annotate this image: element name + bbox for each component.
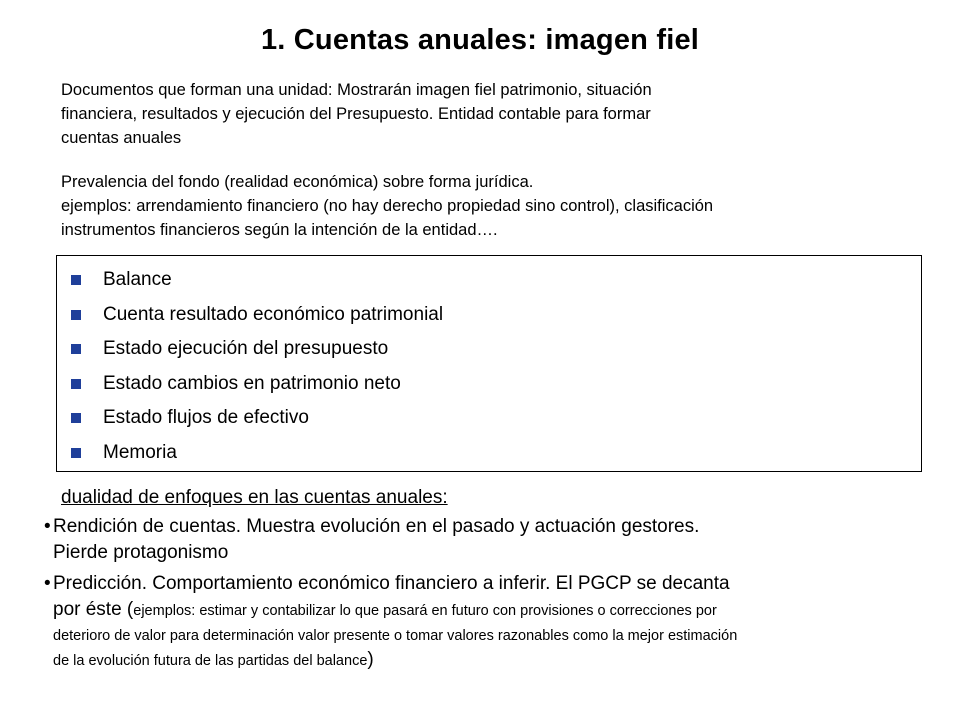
list-item-label: Memoria [103,441,177,463]
square-bullet-icon [71,413,81,423]
prevalence-paragraph [61,170,921,242]
example-text: de la evolución futura de las partidas del balance [53,653,368,669]
list-item-label: Cuenta resultado económico patrimonial [103,303,444,325]
list-item [71,263,443,298]
annual-accounts-list-box [56,255,922,472]
list-item [71,436,443,471]
page-title: 1. Cuentas anuales: imagen fiel [260,24,700,56]
list-item-label: Estado flujos de efectivo [103,407,309,429]
intro-line: cuentas anuales [61,129,182,147]
prevalence-line: ejemplos: arrendamiento financiero (no hay derecho propiedad sino control), clasificación [61,197,714,215]
list-item-label: Balance [103,269,172,291]
duality-item-text: Pierde protagonismo [53,542,229,563]
square-bullet-icon [71,379,81,389]
list-item [71,367,443,402]
list-item [71,401,443,436]
annual-accounts-list [71,263,443,470]
duality-item-text: por éste ( [53,599,134,620]
square-bullet-icon [71,448,81,458]
intro-paragraph [61,78,861,150]
bullet-dot-icon: • [44,516,51,537]
duality-item-text: Predicción. Comportamiento económico financiero a inferir. El PGCP se decanta [53,573,730,594]
duality-item-line [44,597,737,624]
square-bullet-icon [71,275,81,285]
prevalence-line: instrumentos financieros según la intención de la entidad…. [61,221,498,239]
list-item [71,332,443,367]
bullet-dot-icon: • [44,573,51,594]
duality-item-text: Rendición de cuentas. Muestra evolución en el pasado y actuación gestores. [53,516,700,537]
example-line [44,648,737,673]
prevalence-line: Prevalencia del fondo (realidad económica) sobre forma jurídica. [61,173,534,191]
duality-heading: dualidad de enfoques en las cuentas anuales: [61,487,448,508]
intro-line: financiera, resultados y ejecución del Presupuesto. Entidad contable para formar [61,105,651,123]
list-item [71,298,443,333]
square-bullet-icon [71,310,81,320]
list-item-label: Estado cambios en patrimonio neto [103,372,401,394]
duality-item-accountability [44,514,699,566]
intro-line: Documentos que forman una unidad: Mostrarán imagen fiel patrimonio, situación [61,81,652,99]
duality-item-prediction [44,571,737,673]
example-text: ejemplos: estimar y contabilizar lo que pasará en futuro con provisiones o correcciones por [133,603,717,619]
list-item-label: Estado ejecución del presupuesto [103,338,389,360]
example-text: deterioro de valor para determinación valor presente o tomar valores razonables como la mejor estimación [53,628,738,644]
square-bullet-icon [71,344,81,354]
closing-parenthesis: ) [367,649,374,670]
